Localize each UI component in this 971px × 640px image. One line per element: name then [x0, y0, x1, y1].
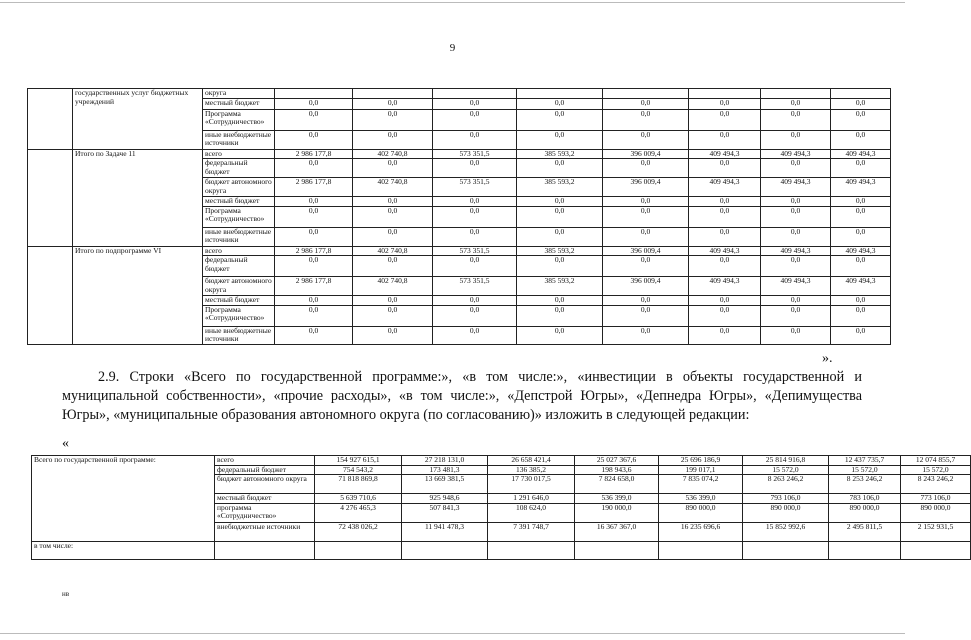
- value-cell: 7 391 748,7: [488, 522, 575, 541]
- value-cell: 0,0: [761, 159, 831, 178]
- blank-cell: [575, 541, 659, 559]
- blank-cell: [28, 89, 73, 150]
- value-cell: 0,0: [517, 159, 603, 178]
- funding-source-cell: округа: [203, 89, 275, 99]
- value-cell: 0,0: [831, 159, 891, 178]
- value-cell: 0,0: [353, 227, 433, 246]
- value-cell: 16 235 696,6: [659, 522, 743, 541]
- value-cell: [689, 89, 761, 99]
- value-cell: 0,0: [433, 305, 517, 326]
- funding-source-cell: бюджет автономного округа: [203, 277, 275, 296]
- value-cell: 890 000,0: [901, 503, 971, 522]
- value-cell: 0,0: [353, 98, 433, 109]
- row-group-label: Итого по Задаче 11: [73, 149, 203, 246]
- value-cell: 573 351,5: [433, 149, 517, 159]
- value-cell: 0,0: [433, 159, 517, 178]
- value-cell: 409 494,3: [831, 277, 891, 296]
- value-cell: 0,0: [689, 130, 761, 149]
- value-cell: 1 291 646,0: [488, 494, 575, 504]
- value-cell: 8 263 246,2: [743, 475, 829, 494]
- value-cell: 12 074 855,7: [901, 456, 971, 466]
- value-cell: 573 351,5: [433, 246, 517, 256]
- value-cell: 536 399,0: [659, 494, 743, 504]
- value-cell: 0,0: [433, 98, 517, 109]
- blank-cell: [829, 541, 901, 559]
- value-cell: 0,0: [353, 206, 433, 227]
- value-cell: 0,0: [603, 197, 689, 207]
- value-cell: 0,0: [433, 109, 517, 130]
- value-cell: 0,0: [761, 326, 831, 344]
- value-cell: 0,0: [689, 305, 761, 326]
- value-cell: 409 494,3: [689, 277, 761, 296]
- value-cell: 0,0: [689, 206, 761, 227]
- funding-source-cell: Программа «Сотрудничество»: [203, 206, 275, 227]
- value-cell: 2 986 177,8: [275, 277, 353, 296]
- funding-source-cell: всего: [203, 149, 275, 159]
- value-cell: 0,0: [761, 109, 831, 130]
- value-cell: 108 624,0: [488, 503, 575, 522]
- value-cell: 0,0: [761, 130, 831, 149]
- value-cell: 0,0: [517, 305, 603, 326]
- table-row: [28, 246, 891, 256]
- value-cell: 402 740,8: [353, 149, 433, 159]
- value-cell: 0,0: [517, 197, 603, 207]
- value-cell: 0,0: [275, 296, 353, 306]
- value-cell: 409 494,3: [831, 149, 891, 159]
- value-cell: 0,0: [433, 206, 517, 227]
- value-cell: [603, 89, 689, 99]
- value-cell: 396 009,4: [603, 277, 689, 296]
- table-row: [28, 149, 891, 159]
- table-row: [32, 541, 971, 559]
- value-cell: 0,0: [517, 130, 603, 149]
- funding-source-cell: иные внебюджетные источники: [203, 227, 275, 246]
- value-cell: 0,0: [831, 197, 891, 207]
- funding-source-cell: всего: [203, 246, 275, 256]
- value-cell: 0,0: [517, 227, 603, 246]
- value-cell: 0,0: [275, 326, 353, 344]
- value-cell: 2 986 177,8: [275, 246, 353, 256]
- value-cell: 0,0: [761, 98, 831, 109]
- blank-cell: [488, 541, 575, 559]
- value-cell: 0,0: [275, 197, 353, 207]
- value-cell: 0,0: [603, 326, 689, 344]
- value-cell: 0,0: [603, 206, 689, 227]
- value-cell: 507 841,3: [402, 503, 488, 522]
- value-cell: 0,0: [275, 256, 353, 277]
- funding-source-cell: федеральный бюджет: [203, 256, 275, 277]
- value-cell: [761, 89, 831, 99]
- value-cell: 409 494,3: [831, 178, 891, 197]
- value-cell: 12 437 735,7: [829, 456, 901, 466]
- value-cell: 0,0: [689, 227, 761, 246]
- footer-mark: нв: [62, 590, 70, 598]
- value-cell: 0,0: [689, 326, 761, 344]
- value-cell: 26 658 421,4: [488, 456, 575, 466]
- value-cell: 0,0: [433, 130, 517, 149]
- value-cell: 402 740,8: [353, 246, 433, 256]
- value-cell: 0,0: [603, 130, 689, 149]
- value-cell: [517, 89, 603, 99]
- value-cell: 0,0: [689, 109, 761, 130]
- scan-edge-top: [0, 2, 905, 3]
- value-cell: 0,0: [353, 159, 433, 178]
- value-cell: 0,0: [353, 326, 433, 344]
- value-cell: 385 593,2: [517, 149, 603, 159]
- value-cell: 0,0: [275, 305, 353, 326]
- value-cell: 0,0: [353, 130, 433, 149]
- value-cell: [433, 89, 517, 99]
- value-cell: 385 593,2: [517, 246, 603, 256]
- value-cell: 5 639 710,6: [315, 494, 402, 504]
- value-cell: 0,0: [689, 296, 761, 306]
- value-cell: 385 593,2: [517, 277, 603, 296]
- row-group-label: Итого по подпрограмме VI: [73, 246, 203, 344]
- value-cell: 0,0: [517, 109, 603, 130]
- scan-edge-bottom: [0, 633, 905, 634]
- value-cell: 0,0: [831, 109, 891, 130]
- blank-cell: [743, 541, 829, 559]
- value-cell: 0,0: [761, 227, 831, 246]
- table-row: [32, 456, 971, 466]
- value-cell: 0,0: [603, 109, 689, 130]
- value-cell: 2 152 931,5: [901, 522, 971, 541]
- value-cell: 17 730 017,5: [488, 475, 575, 494]
- value-cell: 0,0: [831, 206, 891, 227]
- blank-cell: [215, 541, 315, 559]
- value-cell: [831, 89, 891, 99]
- value-cell: 199 017,1: [659, 465, 743, 475]
- value-cell: 136 385,2: [488, 465, 575, 475]
- funding-source-cell: местный бюджет: [215, 494, 315, 504]
- value-cell: 0,0: [761, 256, 831, 277]
- value-cell: 15 572,0: [901, 465, 971, 475]
- value-cell: 409 494,3: [761, 149, 831, 159]
- funding-source-cell: Программа «Сотрудничество»: [203, 305, 275, 326]
- funding-source-cell: местный бюджет: [203, 197, 275, 207]
- value-cell: 573 351,5: [433, 277, 517, 296]
- value-cell: 0,0: [353, 256, 433, 277]
- value-cell: 0,0: [761, 296, 831, 306]
- value-cell: 0,0: [603, 159, 689, 178]
- value-cell: 15 572,0: [743, 465, 829, 475]
- opening-quote: «: [62, 436, 69, 451]
- value-cell: 573 351,5: [433, 178, 517, 197]
- value-cell: 0,0: [433, 197, 517, 207]
- blank-cell: [315, 541, 402, 559]
- value-cell: 8 243 246,2: [901, 475, 971, 494]
- value-cell: 0,0: [517, 98, 603, 109]
- value-cell: 793 106,0: [743, 494, 829, 504]
- value-cell: 0,0: [517, 296, 603, 306]
- row-group-label: Всего по государственной программе:: [32, 456, 215, 542]
- value-cell: 15 572,0: [829, 465, 901, 475]
- value-cell: 27 218 131,0: [402, 456, 488, 466]
- value-cell: 385 593,2: [517, 178, 603, 197]
- value-cell: 890 000,0: [743, 503, 829, 522]
- value-cell: 409 494,3: [761, 277, 831, 296]
- value-cell: 0,0: [275, 98, 353, 109]
- value-cell: 25 814 916,8: [743, 456, 829, 466]
- value-cell: 16 367 367,0: [575, 522, 659, 541]
- value-cell: 409 494,3: [689, 246, 761, 256]
- budget-table-total: [31, 455, 971, 560]
- value-cell: 0,0: [275, 130, 353, 149]
- funding-source-cell: бюджет автономного округа: [215, 475, 315, 494]
- value-cell: 7 835 074,2: [659, 475, 743, 494]
- value-cell: 890 000,0: [829, 503, 901, 522]
- value-cell: 409 494,3: [689, 178, 761, 197]
- value-cell: 0,0: [831, 305, 891, 326]
- value-cell: 0,0: [831, 227, 891, 246]
- row-group-label: государственных услуг бюджетных учреждений: [73, 89, 203, 150]
- value-cell: 0,0: [761, 206, 831, 227]
- value-cell: 409 494,3: [761, 246, 831, 256]
- value-cell: 0,0: [517, 256, 603, 277]
- value-cell: 409 494,3: [831, 246, 891, 256]
- value-cell: 0,0: [689, 197, 761, 207]
- funding-source-cell: внебюджетные источники: [215, 522, 315, 541]
- value-cell: 0,0: [603, 296, 689, 306]
- value-cell: 396 009,4: [603, 149, 689, 159]
- value-cell: 783 106,0: [829, 494, 901, 504]
- value-cell: 173 481,3: [402, 465, 488, 475]
- value-cell: 396 009,4: [603, 246, 689, 256]
- value-cell: 0,0: [433, 296, 517, 306]
- value-cell: 2 986 177,8: [275, 178, 353, 197]
- value-cell: 8 253 246,2: [829, 475, 901, 494]
- value-cell: 0,0: [603, 305, 689, 326]
- amendment-paragraph: 2.9. Строки «Всего по государственной программе:», «в том числе:», «инвестиции в объекты государственной и муниципальной собственности», «прочие расходы», «в том числе:», «Депстрой Югры», «Депнедра Югры», «Депимущества Югры», «муниципальные образования автономного округа (по согласованию)» изложить в следующей редакции:: [62, 369, 862, 423]
- funding-source-cell: программа «Сотрудничество»: [215, 503, 315, 522]
- value-cell: 0,0: [517, 206, 603, 227]
- value-cell: 198 943,6: [575, 465, 659, 475]
- value-cell: 0,0: [275, 109, 353, 130]
- value-cell: 13 669 381,5: [402, 475, 488, 494]
- value-cell: 0,0: [275, 227, 353, 246]
- value-cell: 0,0: [761, 305, 831, 326]
- funding-source-cell: всего: [215, 456, 315, 466]
- value-cell: 402 740,8: [353, 178, 433, 197]
- value-cell: 72 438 026,2: [315, 522, 402, 541]
- value-cell: 0,0: [831, 326, 891, 344]
- blank-cell: [659, 541, 743, 559]
- value-cell: 0,0: [689, 256, 761, 277]
- value-cell: 0,0: [761, 197, 831, 207]
- funding-source-cell: Программа «Сотрудничество»: [203, 109, 275, 130]
- value-cell: 396 009,4: [603, 178, 689, 197]
- value-cell: [353, 89, 433, 99]
- value-cell: 0,0: [353, 109, 433, 130]
- value-cell: 0,0: [433, 256, 517, 277]
- row-group-label: в том числе:: [32, 541, 215, 559]
- value-cell: 25 027 367,6: [575, 456, 659, 466]
- funding-source-cell: местный бюджет: [203, 296, 275, 306]
- value-cell: 0,0: [831, 98, 891, 109]
- value-cell: 11 941 478,3: [402, 522, 488, 541]
- value-cell: 15 852 992,6: [743, 522, 829, 541]
- value-cell: 0,0: [433, 326, 517, 344]
- budget-table-subprogram: [27, 88, 891, 345]
- value-cell: 754 543,2: [315, 465, 402, 475]
- value-cell: 409 494,3: [761, 178, 831, 197]
- value-cell: 402 740,8: [353, 277, 433, 296]
- funding-source-cell: федеральный бюджет: [215, 465, 315, 475]
- value-cell: 0,0: [275, 159, 353, 178]
- value-cell: 2 986 177,8: [275, 149, 353, 159]
- value-cell: 71 818 869,8: [315, 475, 402, 494]
- funding-source-cell: иные внебюджетные источники: [203, 130, 275, 149]
- blank-cell: [402, 541, 488, 559]
- value-cell: 0,0: [603, 98, 689, 109]
- blank-cell: [28, 246, 73, 344]
- value-cell: 890 000,0: [659, 503, 743, 522]
- value-cell: [275, 89, 353, 99]
- funding-source-cell: местный бюджет: [203, 98, 275, 109]
- value-cell: 0,0: [831, 296, 891, 306]
- value-cell: 0,0: [689, 159, 761, 178]
- page-number: 9: [449, 42, 456, 54]
- blank-cell: [28, 149, 73, 246]
- value-cell: 0,0: [275, 206, 353, 227]
- blank-cell: [901, 541, 971, 559]
- value-cell: 7 824 658,0: [575, 475, 659, 494]
- value-cell: 2 495 811,5: [829, 522, 901, 541]
- value-cell: 0,0: [433, 227, 517, 246]
- funding-source-cell: иные внебюджетные источники: [203, 326, 275, 344]
- value-cell: 25 696 186,9: [659, 456, 743, 466]
- value-cell: 4 276 465,3: [315, 503, 402, 522]
- value-cell: 0,0: [689, 98, 761, 109]
- value-cell: 0,0: [603, 256, 689, 277]
- value-cell: 0,0: [603, 227, 689, 246]
- value-cell: 773 106,0: [901, 494, 971, 504]
- value-cell: 0,0: [353, 305, 433, 326]
- value-cell: 0,0: [831, 256, 891, 277]
- value-cell: 0,0: [353, 197, 433, 207]
- value-cell: 0,0: [517, 326, 603, 344]
- value-cell: 0,0: [353, 296, 433, 306]
- table-row: [28, 89, 891, 99]
- value-cell: 536 399,0: [575, 494, 659, 504]
- closing-quote: ».: [822, 351, 833, 366]
- value-cell: 0,0: [831, 130, 891, 149]
- value-cell: 190 000,0: [575, 503, 659, 522]
- funding-source-cell: федеральный бюджет: [203, 159, 275, 178]
- funding-source-cell: бюджет автономного округа: [203, 178, 275, 197]
- value-cell: 154 927 615,1: [315, 456, 402, 466]
- value-cell: 409 494,3: [689, 149, 761, 159]
- value-cell: 925 948,6: [402, 494, 488, 504]
